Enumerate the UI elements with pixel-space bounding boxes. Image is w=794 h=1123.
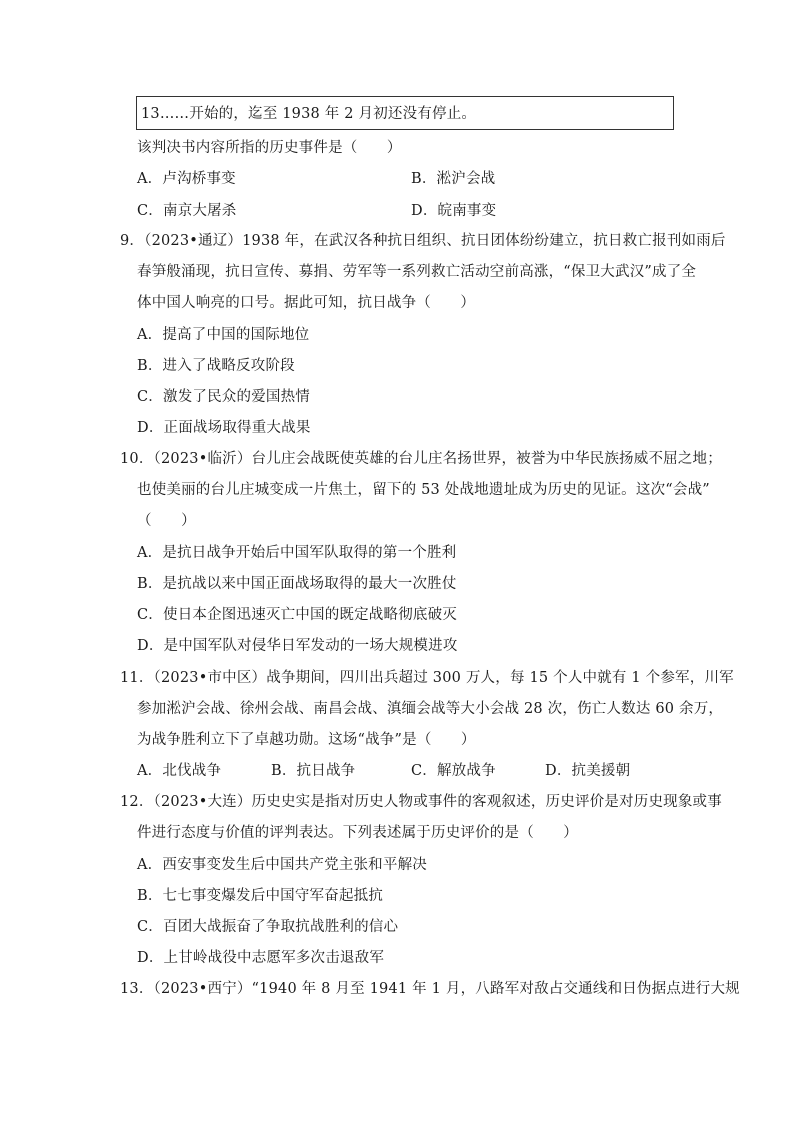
q10-stem-line-2: 也使美丽的台儿庄城变成一片焦土，留下的 53 处战地遗址成为历史的见证。这次“会战” (137, 482, 710, 498)
quote-text: 13……开始的，迄至 1938 年 2 月初还没有停止。 (141, 106, 477, 122)
quote-box (136, 96, 674, 130)
q11-stem-line-1: 11．（2023•市中区）战争期间，四川出兵超过 300 万人，每 15 个人中就有 1 个参军，川军 (120, 670, 734, 686)
q9-option-d[interactable]: D．正面战场取得重大战果 (137, 420, 311, 436)
q9-option-a[interactable]: A．提高了中国的国际地位 (137, 327, 310, 343)
q12-option-d[interactable]: D．上甘岭战役中志愿军多次击退敌军 (137, 950, 385, 966)
q11-stem-line-3: 为战争胜利立下了卓越功勋。这场“战争”是（ ） (137, 732, 476, 748)
q12-stem-line-1: 12．（2023•大连）历史史实是指对历史人物或事件的客观叙述，历史评价是对历史现象或事 (120, 794, 722, 810)
q12-option-a[interactable]: A．西安事变发生后中国共产党主张和平解决 (137, 857, 427, 873)
q9-stem-line-2: 春笋般涌现，抗日宣传、募捐、劳军等一系列救亡活动空前高涨，“保卫大武汉”成了全 (137, 264, 697, 280)
q11-option-c[interactable]: C．解放战争 (411, 763, 496, 779)
q11-stem-line-2: 参加淞沪会战、徐州会战、南昌会战、滇缅会战等大小会战 28 次，伤亡人数达 60 余万， (137, 701, 724, 717)
q9-stem-line-1: 9．（2023•通辽）1938 年，在武汉各种抗日组织、抗日团体纷纷建立，抗日救亡报刊如雨后 (120, 233, 726, 249)
q11-option-d[interactable]: D．抗美援朝 (545, 763, 631, 779)
q12-stem-line-2: 件进行态度与价值的评判表达。下列表述属于历史评价的是（ ） (137, 825, 578, 841)
q10-option-a[interactable]: A．是抗日战争开始后中国军队取得的第一个胜利 (137, 545, 457, 561)
q12-option-b[interactable]: B．七七事变爆发后中国守军奋起抵抗 (137, 888, 384, 904)
q8-option-c[interactable]: C．南京大屠杀 (137, 203, 237, 219)
q10-option-b[interactable]: B．是抗战以来中国正面战场取得的最大一次胜仗 (137, 576, 457, 592)
q9-option-b[interactable]: B．进入了战略反攻阶段 (137, 358, 295, 374)
q8-option-d[interactable]: D．皖南事变 (411, 203, 497, 219)
q11-option-b[interactable]: B．抗日战争 (271, 763, 356, 779)
q13-stem-line-1: 13．（2023•西宁）“1940 年 8 月至 1941 年 1 月，八路军对敌占交通线和日伪据点进行大规 (120, 981, 740, 997)
q8-stem: 该判决书内容所指的历史事件是（ ） (137, 140, 402, 156)
q9-option-c[interactable]: C．激发了民众的爱国热情 (137, 389, 310, 405)
q10-stem-line-1: 10．（2023•临沂）台儿庄会战既使英雄的台儿庄名扬世界，被誉为中华民族扬威不屈之地； (120, 451, 722, 467)
q12-option-c[interactable]: C．百团大战振奋了争取抗战胜利的信心 (137, 919, 399, 935)
q10-stem-line-3: （ ） (137, 513, 196, 529)
q10-option-d[interactable]: D．是中国军队对侵华日军发动的一场大规模进攻 (137, 638, 458, 654)
q8-option-b[interactable]: B．淞沪会战 (411, 171, 496, 187)
q11-option-a[interactable]: A．北伐战争 (137, 763, 222, 779)
q8-option-a[interactable]: A．卢沟桥事变 (137, 171, 236, 187)
q9-stem-line-3: 体中国人响亮的口号。据此可知，抗日战争（ ） (137, 295, 476, 311)
q10-option-c[interactable]: C．使日本企图迅速灭亡中国的既定战略彻底破灭 (137, 607, 457, 623)
